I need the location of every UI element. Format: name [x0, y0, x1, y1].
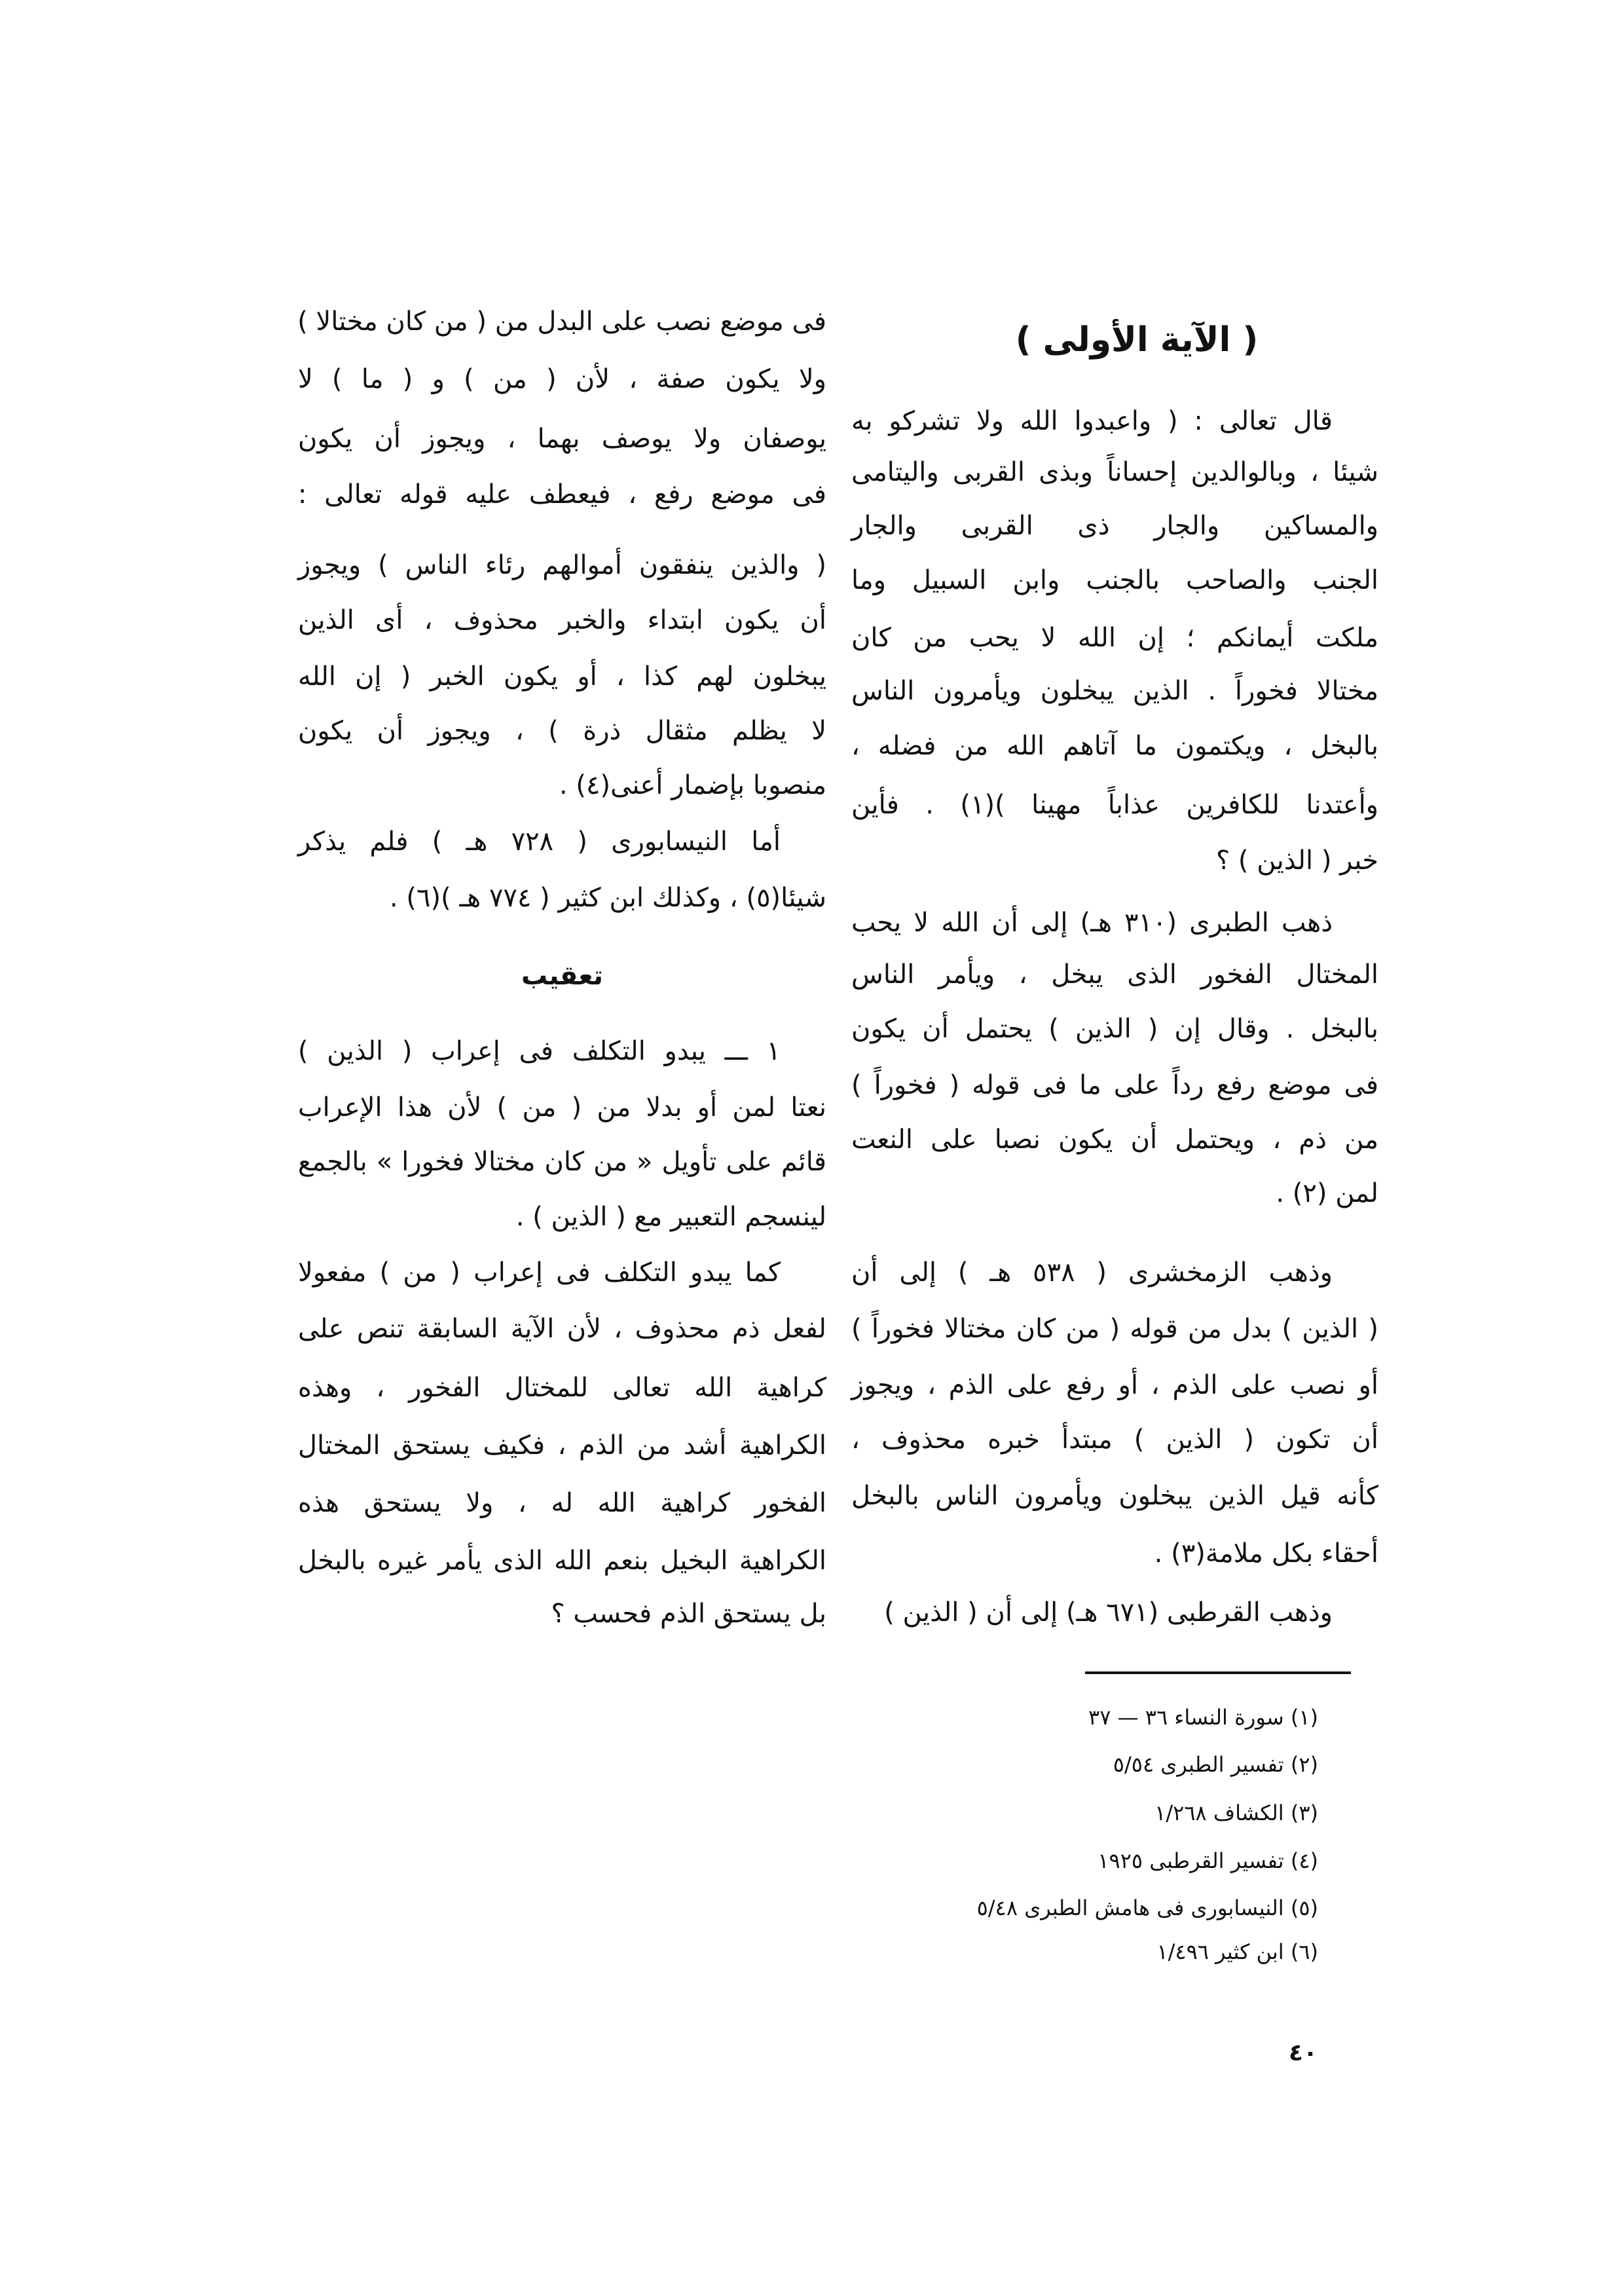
- footnote: (٥) النيسابورى فى هامش الطبرى ٥/٤٨: [976, 1895, 1318, 1920]
- footnote: (٤) تفسير القرطبى ١٩٢٥: [1098, 1848, 1318, 1873]
- left-column-text-line: فى موضع نصب على البدل من ( من كان مختالا ): [297, 307, 826, 337]
- right-column-text-line: ذهب الطبرى (٣١٠ هـ) إلى أن الله لا يحب: [851, 908, 1333, 938]
- left-column-text-line: الكراهية البخيل بنعم الله الذى يأمر غيره بالبخل: [298, 1546, 826, 1576]
- left-column-text-line: شيئا(٥) ، وكذلك ابن كثير ( ٧٧٤ هـ )(٦) .: [390, 883, 826, 913]
- right-column-text-line: خبر ( الذين ) ؟: [1215, 846, 1378, 876]
- right-column-text-line: الجنب والصاحب بالجنب وابن السبيل وما: [851, 565, 1378, 595]
- left-column-text-line: يبخلون لهم كذا ، أو يكون الخبر ( إن الله: [298, 662, 826, 692]
- right-column-text-line: ( الذين ) بدل من قوله ( من كان مختالا فخوراً ): [851, 1314, 1378, 1344]
- left-column-text-line: لا يظلم مثقال ذرة ) ، ويجوز أن يكون: [298, 716, 826, 746]
- left-column-text-line: منصوبا بإضمار أعنى(٤) .: [559, 770, 826, 800]
- left-column-text-line: أما النيسابورى ( ٧٢٨ هـ ) فلم يذكر: [298, 827, 781, 857]
- right-column-text-line: وذهب القرطبى (٦٧١ هـ) إلى أن ( الذين ): [884, 1597, 1333, 1628]
- footnote: (٢) تفسير الطبرى ٥/٥٤: [1113, 1752, 1318, 1777]
- right-column-text-line: أحقاء بكل ملامة(٣) .: [1154, 1539, 1378, 1569]
- right-column-text-line: فى موضع رفع رداً على ما فى قوله ( فخوراً ): [851, 1070, 1378, 1100]
- right-column-text-line: بالبخل ، ويكتمون ما آتاهم الله من فضله ،: [851, 731, 1378, 761]
- left-column-text-line: بل يستحق الذم فحسب ؟: [551, 1599, 826, 1629]
- left-column-text-line: لينسجم التعبير مع ( الذين ) .: [515, 1202, 826, 1232]
- right-column-text-line: قال تعالى : ( واعبدوا الله ولا تشركو به: [851, 406, 1333, 436]
- right-column-text-line: أن تكون ( الذين ) مبتدأ خبره محذوف ،: [851, 1425, 1378, 1455]
- right-column-text-line: وذهب الزمخشرى ( ٥٣٨ هـ ) إلى أن: [851, 1258, 1333, 1288]
- right-column-text-line: كأنه قيل الذين يبخلون ويأمرون الناس بالبخل: [851, 1481, 1378, 1511]
- left-column-text-line: الكراهية أشد من الذم ، فكيف يستحق المختال: [298, 1430, 826, 1461]
- right-column-text-line: شيئا ، وبالوالدين إحساناً وبذى القربى واليتامى: [851, 457, 1378, 487]
- section-title: ( الآية الأولى ): [1015, 320, 1259, 360]
- left-column-text-line: أن يكون ابتداء والخبر محذوف ، أى الذين: [298, 605, 826, 635]
- left-column-text-line: ١ ـــ يبدو التكلف فى إعراب ( الذين ): [298, 1036, 781, 1066]
- right-column-text-line: وأعتدنا للكافرين عذاباً مهينا )(١) . فأين: [851, 790, 1378, 820]
- footnote: (٦) ابن كثير ١/٤٩٦: [1156, 1939, 1318, 1964]
- left-column-text-line: يوصفان ولا يوصف بهما ، ويجوز أن يكون: [298, 424, 826, 454]
- right-column-text-line: من ذم ، ويحتمل أن يكون نصبا على النعت: [851, 1125, 1378, 1155]
- right-column-text-line: ملكت أيمانكم ؛ إن الله لا يحب من كان: [851, 623, 1378, 653]
- right-column-text-line: المختال الفخور الذى يبخل ، ويأمر الناس: [851, 960, 1378, 990]
- right-column-text-line: أو نصب على الذم ، أو رفع على الذم ، ويجوز: [851, 1370, 1378, 1400]
- footnote-divider: [1085, 1671, 1351, 1674]
- left-column-text-line: كما يبدو التكلف فى إعراب ( من ) مفعولا: [298, 1258, 781, 1288]
- right-column-text-line: مختالا فخوراً . الذين يبخلون ويأمرون الناس: [851, 676, 1378, 706]
- right-column-text-line: بالبخل . وقال إن ( الذين ) يحتمل أن يكون: [851, 1014, 1378, 1044]
- left-column-text-line: ولا يكون صفة ، لأن ( من ) و ( ما ) لا: [298, 364, 826, 394]
- left-column-text-line: ( والذين ينفقون أموالهم رئاء الناس ) ويجوز: [298, 550, 826, 580]
- right-column-text-line: والمساكين والجار ذى القربى والجار: [851, 511, 1378, 541]
- section-heading: تعقيب: [521, 961, 604, 991]
- left-column-text-line: الفخور كراهية الله له ، ولا يستحق هذه: [298, 1488, 826, 1518]
- page-number: ٤٠: [1289, 2040, 1318, 2066]
- footnote: (٣) الكشاف ١/٢٦٨: [1154, 1801, 1318, 1825]
- left-column-text-line: نعتا لمن أو بدلا من ( من ) لأن هذا الإعراب: [298, 1092, 826, 1123]
- left-column-text-line: لفعل ذم محذوف ، لأن الآية السابقة تنص على: [298, 1314, 826, 1344]
- left-column-text-line: كراهية الله تعالى للمختال الفخور ، وهذه: [298, 1373, 826, 1403]
- left-column-text-line: فى موضع رفع ، فيعطف عليه قوله تعالى :: [298, 479, 826, 510]
- right-column-text-line: لمن (٢) .: [1276, 1178, 1378, 1208]
- left-column-text-line: قائم على تأويل « من كان مختالا فخورا » بالجمع: [298, 1147, 826, 1177]
- footnote: (١) سورة النساء ٣٦ — ٣٧: [1088, 1705, 1318, 1730]
